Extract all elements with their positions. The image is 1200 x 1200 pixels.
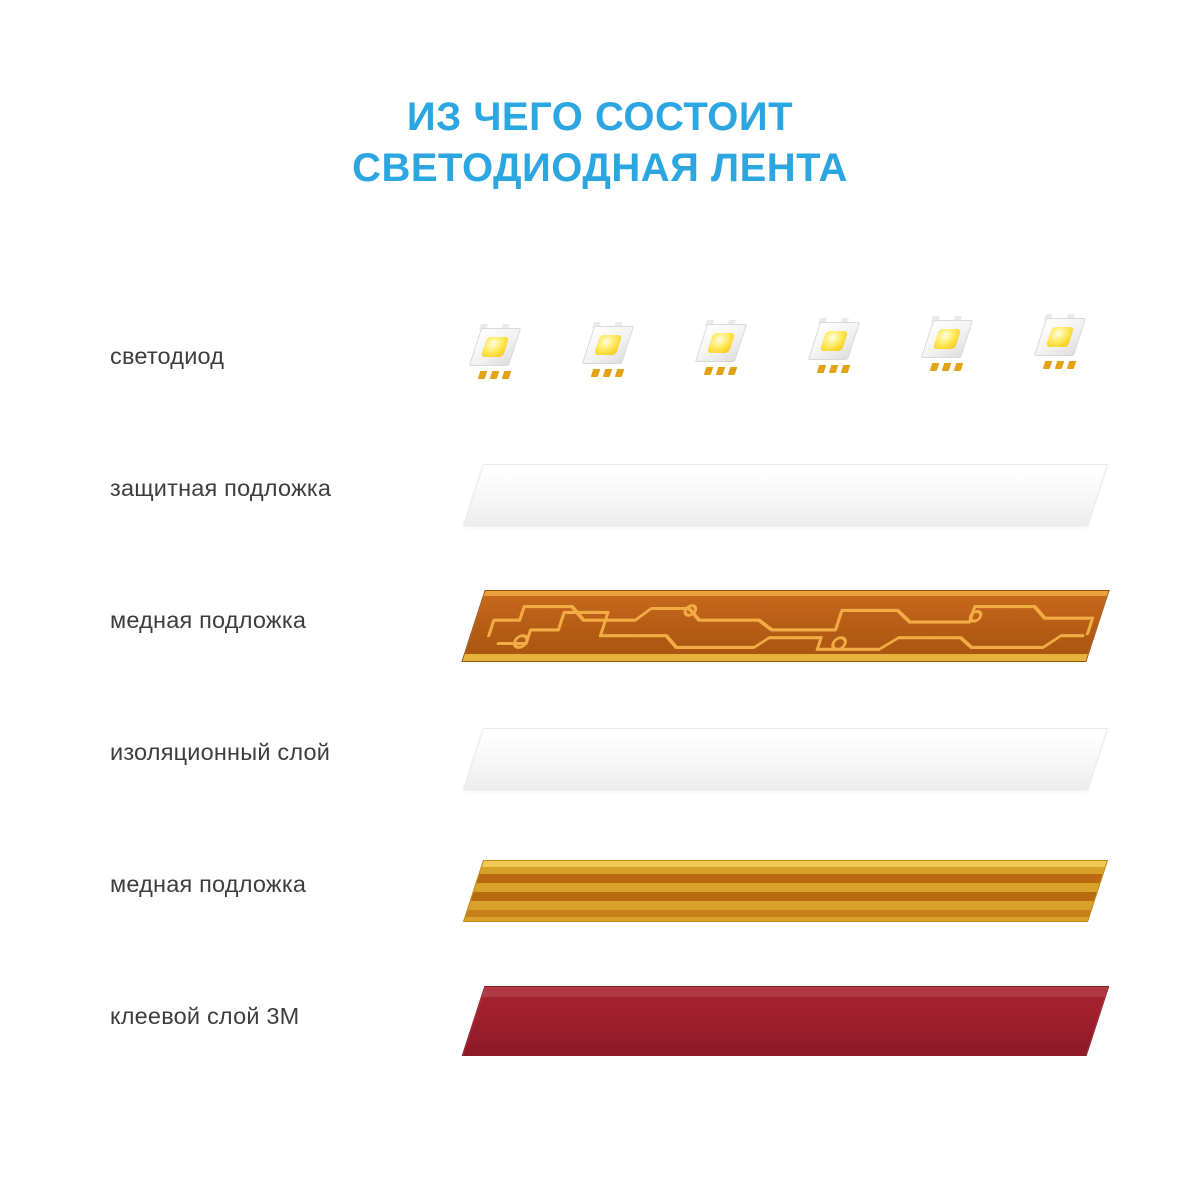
- adhesive-3m-layer: [462, 986, 1110, 1056]
- led-chip-icon: [475, 328, 521, 374]
- layer-art-copper-top: [455, 554, 1115, 686]
- led-row: [475, 318, 1095, 388]
- page-title-line-2: СВЕТОДИОДНАЯ ЛЕНТА: [352, 146, 848, 191]
- led-chip-icon: [1040, 318, 1086, 364]
- page-title-line-1: ИЗ ЧЕГО СОСТОИТ: [406, 95, 794, 139]
- diagram-row-led: [0, 290, 1200, 422]
- led-strip-exploded-diagram: [0, 290, 1200, 1082]
- layer-label-insulation: изоляционный слой: [110, 738, 331, 765]
- diagram-row-adhesive: [0, 950, 1200, 1082]
- diagram-row-protective: [0, 422, 1200, 554]
- layer-label-led: светодиод: [110, 342, 225, 369]
- layer-label-copper-top: медная подложка: [110, 606, 307, 633]
- protective-substrate-layer: [463, 464, 1108, 526]
- copper-substrate-layer: [463, 860, 1108, 922]
- page-title: [0, 92, 1200, 194]
- layer-art-insulation: [455, 686, 1115, 818]
- led-chip-icon: [701, 324, 747, 370]
- layer-art-copper-bottom: [455, 818, 1115, 950]
- led-chip-icon: [814, 322, 860, 368]
- layer-label-copper-bottom: медная подложка: [110, 870, 307, 897]
- diagram-row-copper-bottom: [0, 818, 1200, 950]
- layer-art-protective: [455, 422, 1115, 554]
- layer-art-led: [455, 290, 1115, 422]
- diagram-row-insulation: [0, 686, 1200, 818]
- layer-label-adhesive: клеевой слой 3М: [110, 1002, 300, 1029]
- layer-art-adhesive: [455, 950, 1115, 1082]
- led-chip-icon: [588, 326, 634, 372]
- layer-label-protective: защитная подложка: [110, 474, 332, 501]
- insulating-layer: [463, 728, 1108, 790]
- led-chip-icon: [927, 320, 973, 366]
- copper-pcb-layer: [461, 590, 1109, 662]
- diagram-row-copper-top: [0, 554, 1200, 686]
